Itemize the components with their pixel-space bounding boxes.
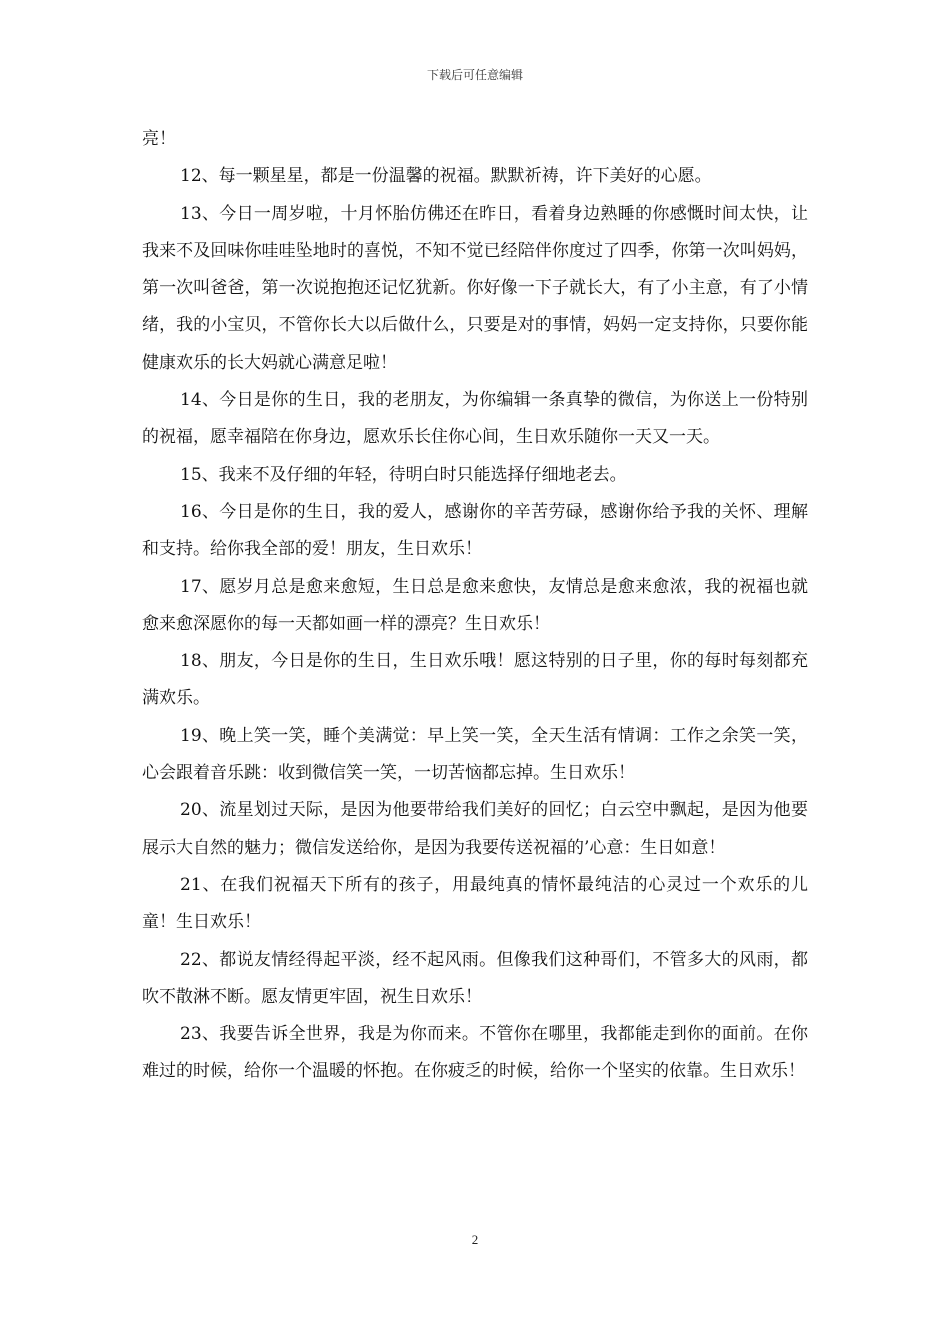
document-body [142, 121, 808, 1091]
paragraph-23: 23、我要告诉全世界，我是为你而来。不管你在哪里，我都能走到你的面前。在你难过的时候，给你一个温暖的怀抱。在你疲乏的时候，给你一个坚实的依靠。生日欢乐！ [142, 1024, 808, 1082]
paragraph-13: 13、今日一周岁啦，十月怀胎仿佛还在昨日，看着身边熟睡的你感慨时间太快，让我来不及回味你哇哇坠地时的喜悦，不知不觉已经陪伴你度过了四季，你第一次叫妈妈，第一次叫爸爸，第一次说抱抱还记忆犹新。你好像一下子就长大，有了小主意，有了小情绪，我的小宝贝，不管你长大以后做什么，只要是对的事情，妈妈一定支持你，只要你能健康欢乐的长大妈就心满意足啦！ [142, 203, 808, 373]
paragraph-16: 16、今日是你的生日，我的爱人，感谢你的辛苦劳碌，感谢你给予我的关怀、理解和支持。给你我全部的爱！朋友，生日欢乐！ [142, 501, 808, 560]
paragraph-12: 12、每一颗星星，都是一份温馨的祝福。默默祈祷，许下美好的心愿。 [180, 166, 712, 187]
paragraph-continuation: 亮！ [142, 129, 176, 149]
paragraph-21: 21、在我们祝福天下所有的孩子，用最纯真的情怀最纯洁的心灵过一个欢乐的儿童！生日欢乐！ [142, 874, 808, 933]
paragraph-14: 14、今日是你的生日，我的老朋友，为你编辑一条真挚的微信，为你送上一份特别的祝福，愿幸福陪在你身边，愿欢乐长住你心间，生日欢乐随你一天又一天。 [142, 390, 808, 448]
page-number: 2 [471, 1232, 479, 1247]
paragraph-18: 18、朋友，今日是你的生日，生日欢乐哦！愿这特别的日子里，你的每时每刻都充满欢乐。 [142, 651, 808, 709]
paragraph-19: 19、晚上笑一笑，睡个美满觉：早上笑一笑，全天生活有情调：工作之余笑一笑，心会跟着音乐跳：收到微信笑一笑，一切苦恼都忘掉。生日欢乐！ [142, 725, 808, 784]
paragraph-20: 20、流星划过天际，是因为他要带给我们美好的回忆；白云空中飘起，是因为他要展示大自然的魅力；微信发送给你，是因为我要传送祝福的’心意：生日如意！ [142, 800, 808, 858]
paragraph-17: 17、愿岁月总是愈来愈短，生日总是愈来愈快，友情总是愈来愈浓，我的祝福也就愈来愈深愿你的每一天都如画一样的漂亮？生日欢乐！ [142, 576, 808, 634]
page-header: 下载后可任意编辑 [426, 68, 523, 82]
paragraph-22: 22、都说友情经得起平淡，经不起风雨。但像我们这种哥们，不管多大的风雨，都吹不散淋不断。愿友情更牢固，祝生日欢乐！ [142, 949, 808, 1007]
paragraph-15: 15、我来不及仔细的年轻，待明白时只能选择仔细地老去。 [180, 464, 627, 485]
